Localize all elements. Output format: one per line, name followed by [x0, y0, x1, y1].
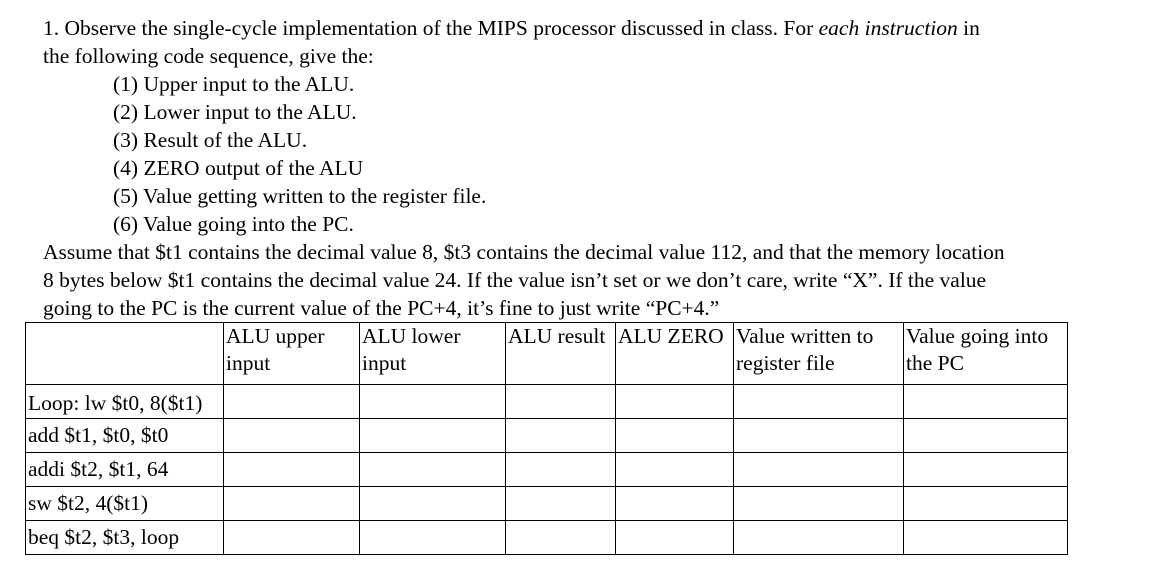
table-row [26, 453, 1068, 487]
question-intro-suffix: in [957, 16, 980, 40]
header-alu-result-line-1: ALU result [508, 324, 606, 348]
answer-cell-value-written[interactable] [734, 419, 904, 453]
instruction-cell: sw $t2, 4($t1) [26, 487, 224, 521]
answer-cell-alu-zero[interactable] [616, 453, 734, 487]
instruction-cell: add $t1, $t0, $t0 [26, 419, 224, 453]
header-value-pc-line-2: the PC [906, 351, 964, 375]
requirement-item-2: (2) Lower input to the ALU. [113, 100, 357, 124]
answer-cell-value-pc[interactable] [904, 453, 1068, 487]
header-alu-upper-line-1: ALU upper [226, 324, 325, 348]
answer-cell-alu-lower[interactable] [360, 487, 506, 521]
question-emphasis: each instruction [818, 16, 958, 40]
answer-cell-value-written[interactable] [734, 487, 904, 521]
header-instruction-cell [26, 323, 224, 385]
instruction-cell: beq $t2, $t3, loop [26, 521, 224, 555]
answer-cell-alu-upper[interactable] [224, 453, 360, 487]
answer-cell-value-written[interactable] [734, 385, 904, 419]
answer-cell-alu-result[interactable] [506, 453, 616, 487]
assumption-line-1: Assume that $t1 contains the decimal value 8, $t3 contains the decimal value 112, and that the memory location [43, 240, 1005, 264]
header-value-written-line-1: Value written to [736, 324, 874, 348]
header-alu-zero [616, 323, 734, 385]
header-value-pc-line-1: Value going into [906, 324, 1049, 348]
answer-cell-value-written[interactable] [734, 521, 904, 555]
table-header-row [26, 323, 1068, 385]
answer-cell-alu-zero[interactable] [616, 419, 734, 453]
answer-cell-value-pc[interactable] [904, 419, 1068, 453]
answer-cell-alu-result[interactable] [506, 385, 616, 419]
answer-cell-value-written[interactable] [734, 453, 904, 487]
question-intro-text: 1. Observe the single-cycle implementation of the MIPS processor discussed in class. For [43, 16, 819, 40]
answer-cell-value-pc[interactable] [904, 521, 1068, 555]
answer-cell-alu-lower[interactable] [360, 419, 506, 453]
requirement-item-6: (6) Value going into the PC. [113, 212, 354, 236]
header-value-written-line-2: register file [736, 351, 835, 375]
header-alu-upper-line-2: input [226, 351, 271, 375]
header-value-into-pc [904, 323, 1068, 385]
answer-cell-alu-lower[interactable] [360, 453, 506, 487]
assumption-line-2: 8 bytes below $t1 contains the decimal value 24. If the value isn’t set or we don’t care, write “X”. If the value [43, 268, 987, 292]
header-alu-lower-line-2: input [362, 351, 407, 375]
table-row [26, 419, 1068, 453]
answer-cell-alu-upper[interactable] [224, 385, 360, 419]
answer-cell-alu-upper[interactable] [224, 521, 360, 555]
answer-cell-value-pc[interactable] [904, 385, 1068, 419]
answer-table [25, 322, 1068, 555]
answer-cell-alu-result[interactable] [506, 487, 616, 521]
requirement-item-5: (5) Value getting written to the register file. [113, 184, 487, 208]
requirement-item-3: (3) Result of the ALU. [113, 128, 308, 152]
assumption-line-3: going to the PC is the current value of the PC+4, it’s fine to just write “PC+4.” [43, 296, 720, 320]
instruction-cell: Loop: lw $t0, 8($t1) [26, 385, 224, 419]
answer-cell-alu-result[interactable] [506, 521, 616, 555]
answer-cell-alu-zero[interactable] [616, 521, 734, 555]
header-alu-upper-input [224, 323, 360, 385]
answer-cell-alu-result[interactable] [506, 419, 616, 453]
requirement-item-4: (4) ZERO output of the ALU [113, 156, 364, 180]
table-row [26, 487, 1068, 521]
answer-cell-alu-upper[interactable] [224, 419, 360, 453]
header-alu-zero-line-1: ALU ZERO [618, 324, 724, 348]
answer-cell-value-pc[interactable] [904, 487, 1068, 521]
answer-cell-alu-zero[interactable] [616, 487, 734, 521]
table-row [26, 521, 1068, 555]
question-intro-line-1 [43, 14, 980, 42]
answer-cell-alu-upper[interactable] [224, 487, 360, 521]
header-alu-lower-input [360, 323, 506, 385]
answer-cell-alu-zero[interactable] [616, 385, 734, 419]
header-value-written-register-file [734, 323, 904, 385]
header-alu-lower-line-1: ALU lower [362, 324, 461, 348]
requirement-item-1: (1) Upper input to the ALU. [113, 72, 355, 96]
question-intro-line-2: the following code sequence, give the: [43, 44, 374, 68]
header-alu-result [506, 323, 616, 385]
instruction-cell: addi $t2, $t1, 64 [26, 453, 224, 487]
table-row [26, 385, 1068, 419]
answer-cell-alu-lower[interactable] [360, 385, 506, 419]
answer-cell-alu-lower[interactable] [360, 521, 506, 555]
